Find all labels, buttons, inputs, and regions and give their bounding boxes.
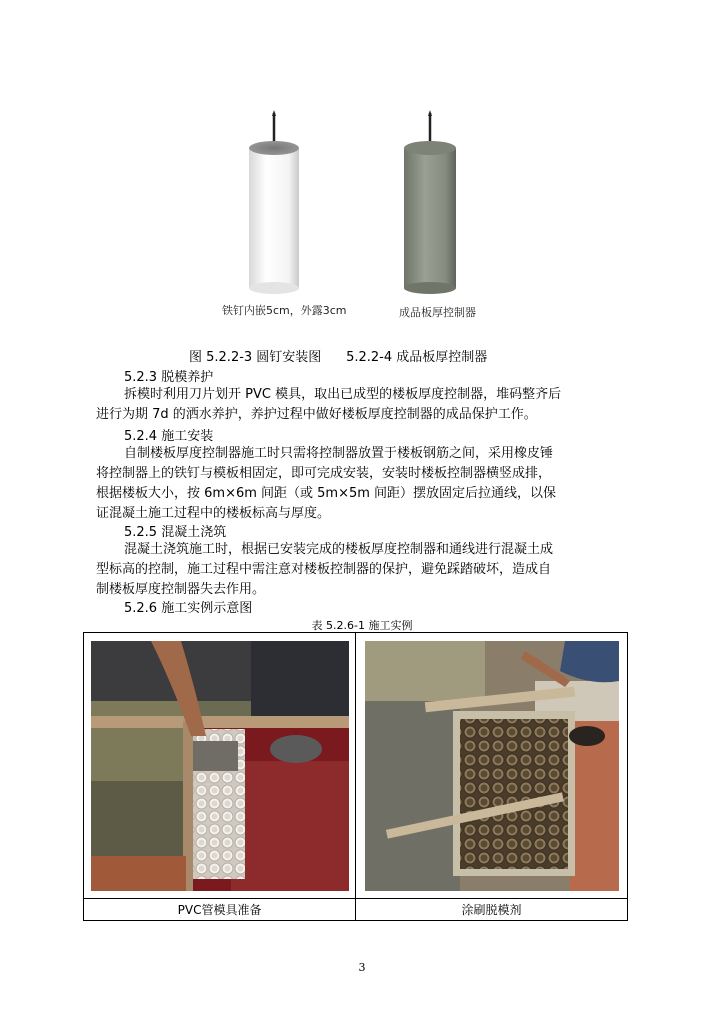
table-cell-label: PVC管模具准备 bbox=[84, 899, 356, 921]
photo-cell-left bbox=[84, 633, 356, 899]
left-figure-caption: 铁钉内嵌5cm，外露3cm bbox=[222, 304, 347, 317]
para-line: 拆模时利用刀片划开 PVC 模具，取出已成型的楼板厚度控制器，堆码整齐后 bbox=[124, 387, 562, 402]
figure-title: 图 5.2.2-3 圆钉安装图 5.2.2-4 成品板厚控制器 bbox=[189, 350, 488, 365]
release-agent-photo bbox=[365, 641, 619, 891]
para-5-2-4 bbox=[96, 444, 616, 524]
para-line: 进行为期 7d 的洒水养护，养护过程中做好楼板厚度控制器的成品保护工作。 bbox=[96, 407, 537, 422]
table-row bbox=[84, 633, 628, 899]
right-figure-caption: 成品板厚控制器 bbox=[399, 306, 476, 319]
heading-5-2-5: 5.2.5 混凝土浇筑 bbox=[124, 525, 227, 540]
heading-5-2-3: 5.2.3 脱模养护 bbox=[124, 370, 214, 385]
para-line: 根据楼板大小，按 6m×6m 间距（或 5m×5m 间距）摆放固定后拉通线，以保 bbox=[96, 486, 557, 501]
table-row bbox=[84, 899, 628, 921]
table-caption: 表 5.2.6-1 施工实例 bbox=[311, 619, 413, 632]
white-cylinder-image bbox=[240, 110, 310, 295]
heading-5-2-4: 5.2.4 施工安装 bbox=[124, 429, 214, 444]
para-line: 证混凝土施工过程中的楼板标高与厚度。 bbox=[96, 506, 331, 521]
page-number: 3 bbox=[358, 961, 366, 974]
concrete-cylinder-image bbox=[395, 110, 465, 295]
pvc-mold-photo bbox=[91, 641, 349, 891]
para-line: 自制楼板厚度控制器施工时只需将控制器放置于楼板钢筋之间，采用橡皮锤 bbox=[124, 446, 554, 461]
figure-row bbox=[0, 0, 724, 340]
para-line: 混凝土浇筑施工时，根据已安装完成的楼板厚度控制器和通线进行混凝土成 bbox=[124, 542, 554, 557]
para-line: 制楼板厚度控制器失去作用。 bbox=[96, 582, 266, 597]
heading-5-2-6: 5.2.6 施工实例示意图 bbox=[124, 601, 253, 616]
para-line: 型标高的控制，施工过程中需注意对楼板控制器的保护，避免踩踏破坏，造成自 bbox=[96, 562, 552, 577]
para-line: 将控制器上的铁钉与模板相固定，即可完成安装，安装时楼板控制器横竖成排， bbox=[96, 466, 552, 481]
photo-cell-right bbox=[356, 633, 628, 899]
para-5-2-5 bbox=[96, 540, 616, 600]
table-cell-label: 涂刷脱模剂 bbox=[356, 899, 628, 921]
construction-example-table bbox=[83, 632, 628, 921]
para-5-2-3 bbox=[96, 385, 616, 425]
